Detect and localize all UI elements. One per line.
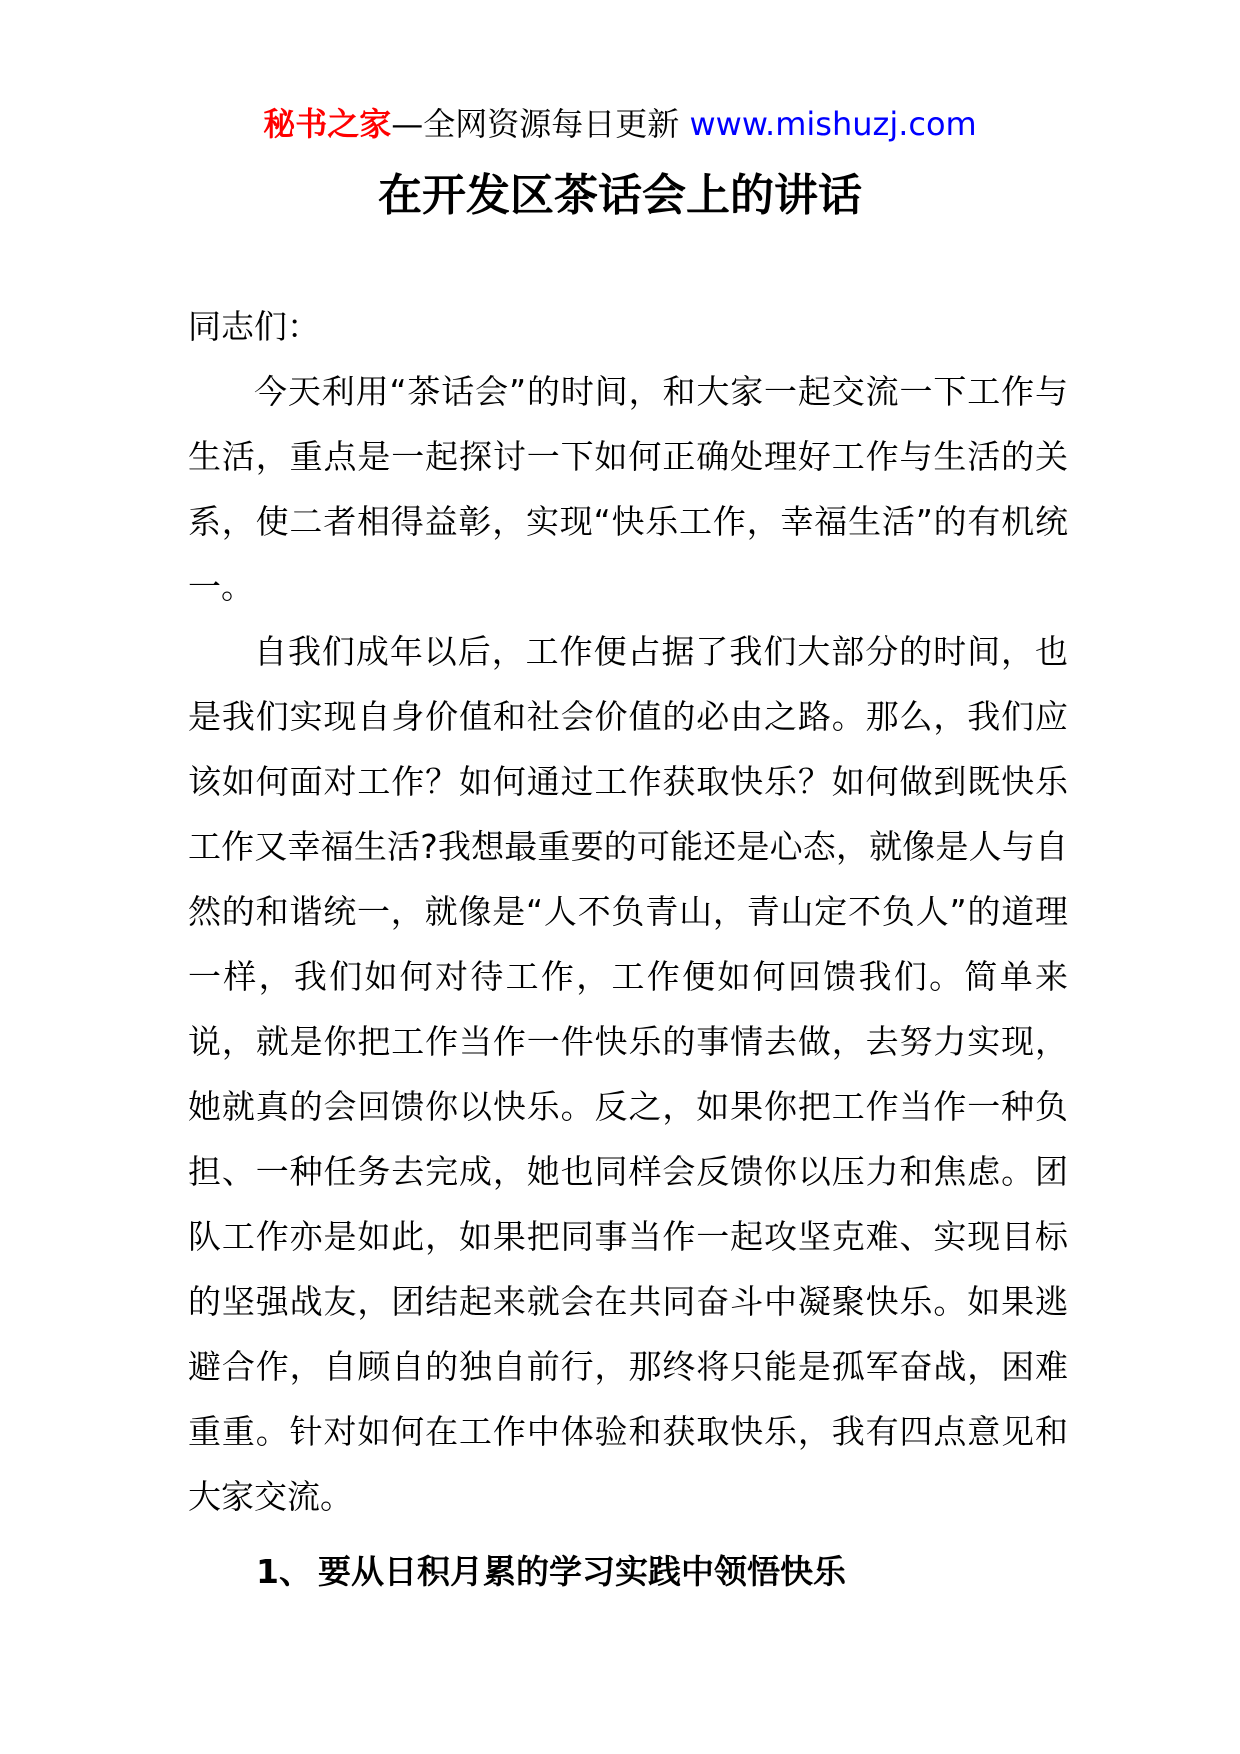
site-header <box>0 100 1240 148</box>
site-slogan: —全网资源每日更新 <box>391 105 680 143</box>
section-heading-text: 要从日积月累的学习实践中领悟快乐 <box>318 1552 846 1591</box>
document-title: 在开发区茶话会上的讲话 <box>378 170 862 221</box>
paragraph-main: 自我们成年以后，工作便占据了我们大部分的时间，也是我们实现自身价值和社会价值的必由之路。那么，我们应该如何面对工作？如何通过工作获取快乐？如何做到既快乐工作又幸福生活?我想最重要的可能还是心态，就像是人与自然的和谐统一，就像是“人不负青山，青山定不负人”的道理一样，我们如何对待工作，工作便如何回馈我们。简单来说，就是你把工作当作一件快乐的事情去做，去努力实现，她就真的会回馈你以快乐。反之，如果你把工作当作一种负担、一种任务去完成，她也同样会反馈你以压力和焦虑。团队工作亦是如此，如果把同事当作一起攻坚克难、实现目标的坚强战友，团结起来就会在共同奋斗中凝聚快乐。如果逃避合作，自顾自的独自前行，那终将只能是孤军奋战，困难重重。针对如何在工作中体验和获取快乐，我有四点意见和大家交流。 <box>188 632 1068 1516</box>
brand-name: 秘书之家 <box>263 105 392 143</box>
section-number: 1、 <box>256 1552 312 1591</box>
salutation: 同志们： <box>188 307 320 346</box>
section-heading <box>188 1539 1068 1604</box>
document-body <box>188 294 1068 1604</box>
paragraph-intro: 今天利用“茶话会”的时间，和大家一起交流一下工作与生活，重点是一起探讨一下如何正确处理好工作与生活的关系，使二者相得益彰，实现“快乐工作，幸福生活”的有机统一。 <box>188 372 1068 606</box>
site-url-link[interactable]: www.mishuzj.com <box>689 105 977 143</box>
